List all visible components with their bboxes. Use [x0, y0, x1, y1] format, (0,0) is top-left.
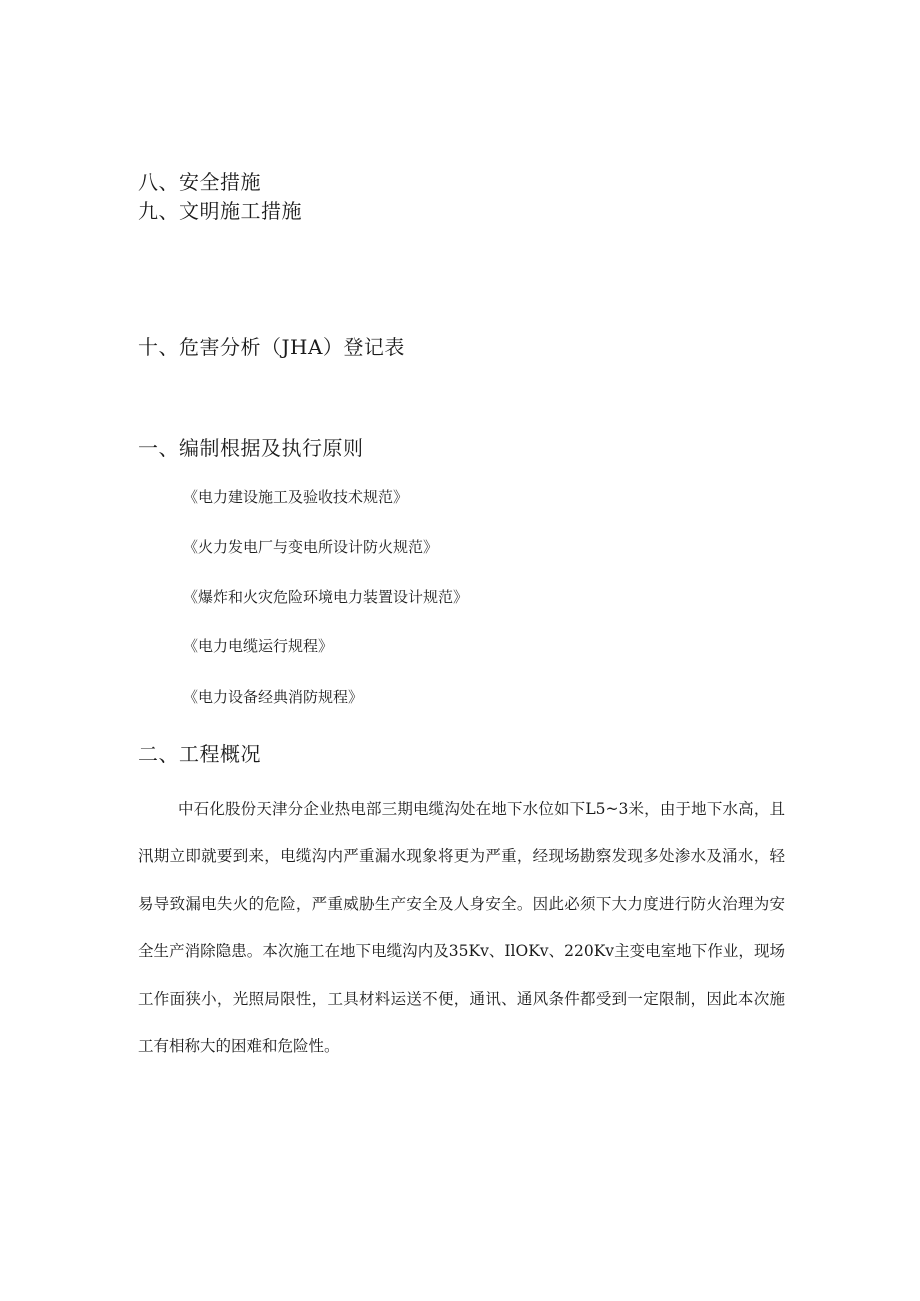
reference-item: 《电力设备经典消防规程》 [183, 688, 364, 706]
section-2-title: 二、工程概况 [138, 742, 261, 766]
reference-item: 《电力电缆运行规程》 [183, 637, 334, 655]
toc-item-8: 八、安全措施 [138, 170, 261, 194]
reference-item: 《火力发电厂与变电所设计防火规范》 [183, 538, 439, 556]
project-overview-paragraph: 中石化股份天津分企业热电部三期电缆沟处在地下水位如下L5~3米，由于地下水高，且汛期立即就要到来，电缆沟内严重漏水现象将更为严重，经现场勘察发现多处渗水及涌水，轻易导致漏电失火的危险，严重威胁生产安全及人身安全。因此必须下大力度进行防火治理为安全生产消除隐患。本次施工在地下电缆沟内及35Kv、IlOKv、220Kv主变电室地下作业，现场工作面狭小，光照局限性，工具材料运送不便，通讯、通风条件都受到一定限制，因此本次施工有相称大的困难和危险性。 [138, 800, 785, 1056]
reference-item: 《电力建设施工及验收技术规范》 [183, 488, 409, 506]
section-1-title: 一、编制根据及执行原则 [138, 436, 364, 460]
toc-item-9: 九、文明施工措施 [138, 199, 302, 223]
reference-item: 《爆炸和火灾危险环境电力装置设计规范》 [183, 588, 469, 606]
toc-item-10: 十、危害分析（JHA）登记表 [138, 335, 405, 359]
